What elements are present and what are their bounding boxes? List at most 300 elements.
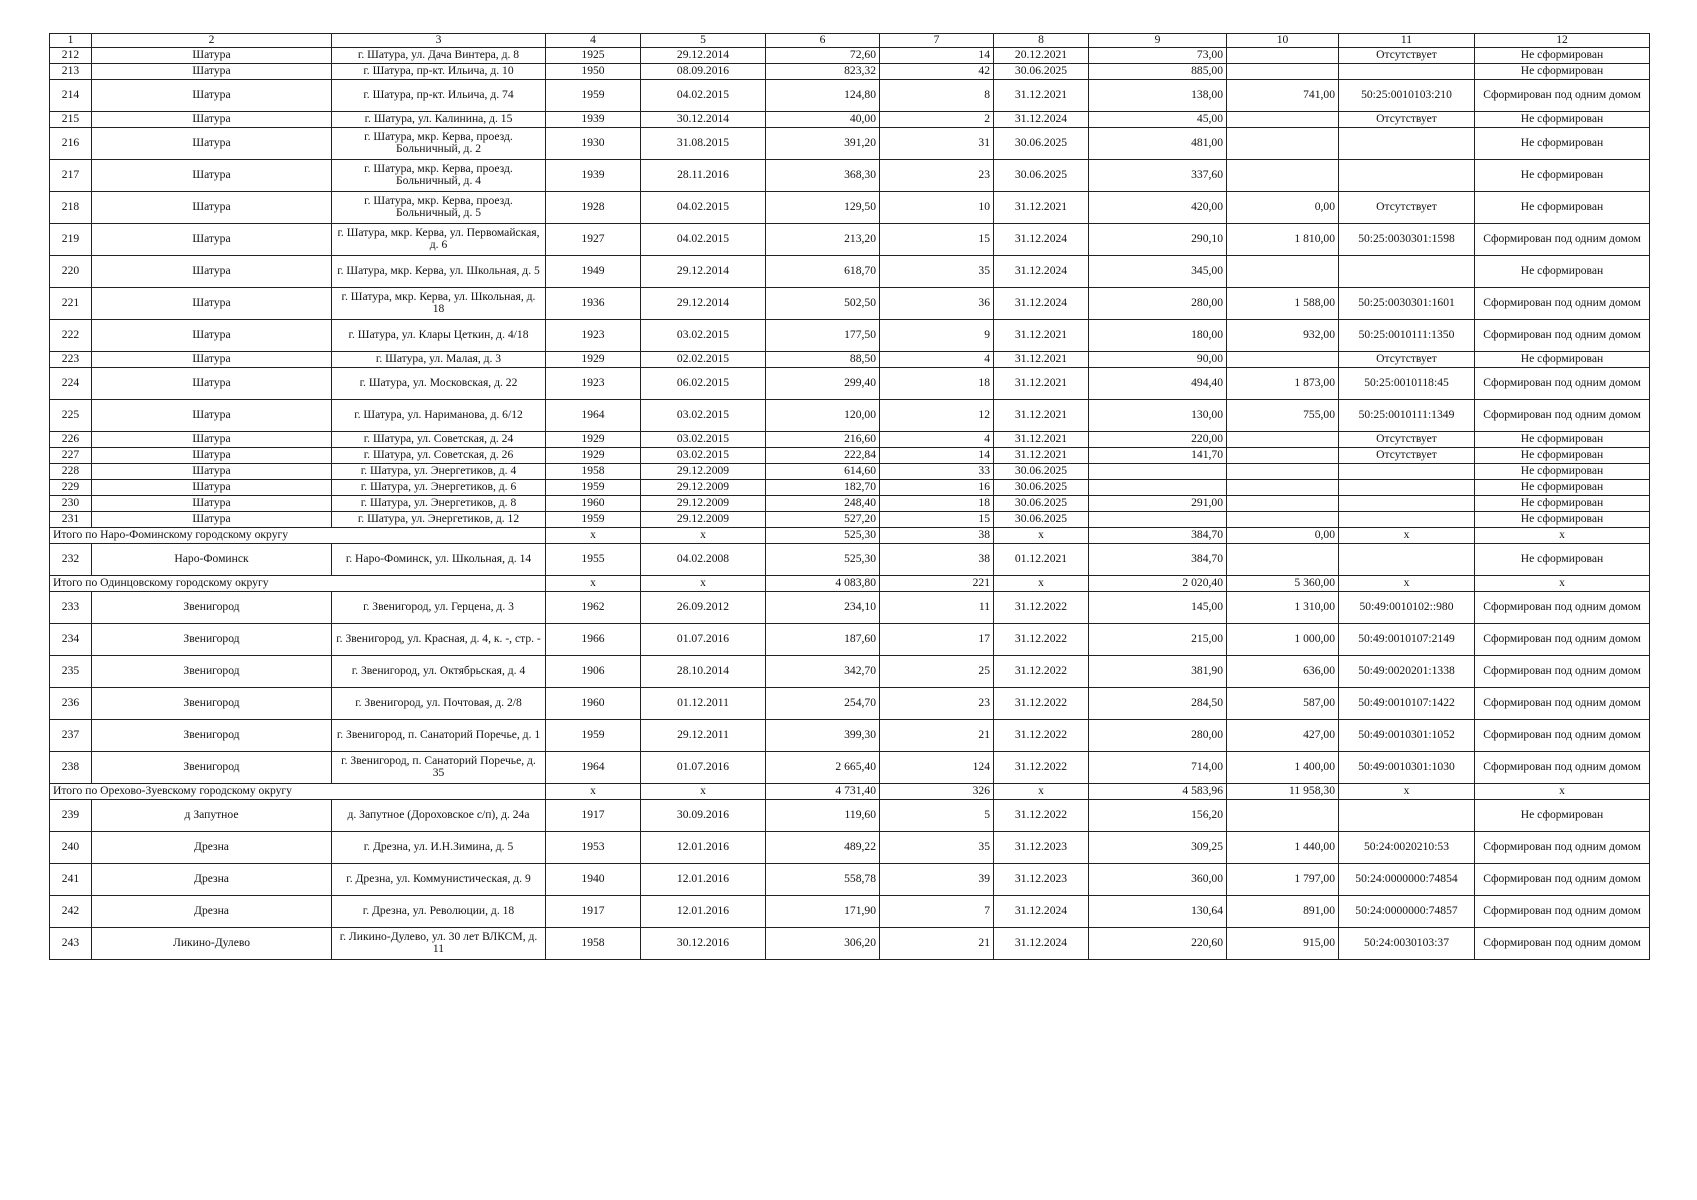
status-cell: Не сформирован bbox=[1475, 479, 1650, 495]
deadline-cell: 31.12.2022 bbox=[994, 623, 1089, 655]
table-row bbox=[50, 191, 1650, 223]
residents-cell: 124 bbox=[880, 751, 994, 783]
area-cell: 306,20 bbox=[766, 927, 880, 959]
subtotal-cell: x bbox=[546, 527, 641, 543]
subtotal-cell: x bbox=[546, 783, 641, 799]
subtotal-label: Итого по Одинцовскому городскому округу bbox=[50, 575, 546, 591]
area-cell: 119,60 bbox=[766, 799, 880, 831]
area-cell: 618,70 bbox=[766, 255, 880, 287]
cadastral-cell bbox=[1339, 63, 1475, 79]
cadastral-cell bbox=[1339, 511, 1475, 527]
address-cell: г. Шатура, пр-кт. Ильича, д. 10 bbox=[332, 63, 546, 79]
deadline-cell: 20.12.2021 bbox=[994, 47, 1089, 63]
residents-cell: 38 bbox=[880, 543, 994, 575]
subtotal-cell: x bbox=[1339, 783, 1475, 799]
area-cell: 88,50 bbox=[766, 351, 880, 367]
deadline-cell: 31.12.2022 bbox=[994, 687, 1089, 719]
value-10-cell bbox=[1227, 511, 1339, 527]
status-cell: Не сформирован bbox=[1475, 191, 1650, 223]
area-cell: 525,30 bbox=[766, 543, 880, 575]
subtotal-cell: x bbox=[994, 575, 1089, 591]
value-9-cell bbox=[1089, 463, 1227, 479]
cadastral-cell: 50:25:0010103:210 bbox=[1339, 79, 1475, 111]
status-cell: Не сформирован bbox=[1475, 463, 1650, 479]
area-cell: 124,80 bbox=[766, 79, 880, 111]
deadline-cell: 31.12.2023 bbox=[994, 831, 1089, 863]
cadastral-cell: 50:49:0020201:1338 bbox=[1339, 655, 1475, 687]
table-row bbox=[50, 223, 1650, 255]
row-number-cell: 240 bbox=[50, 831, 92, 863]
address-cell: г. Дрезна, ул. Революции, д. 18 bbox=[332, 895, 546, 927]
deadline-cell: 30.06.2025 bbox=[994, 63, 1089, 79]
deadline-cell: 30.06.2025 bbox=[994, 463, 1089, 479]
table-row bbox=[50, 431, 1650, 447]
residents-cell: 7 bbox=[880, 895, 994, 927]
subtotal-cell: 4 583,96 bbox=[1089, 783, 1227, 799]
status-cell: Не сформирован bbox=[1475, 543, 1650, 575]
address-cell: г. Звенигород, ул. Октябрьская, д. 4 bbox=[332, 655, 546, 687]
value-9-cell: 494,40 bbox=[1089, 367, 1227, 399]
status-cell: Не сформирован bbox=[1475, 431, 1650, 447]
status-cell: Не сформирован bbox=[1475, 63, 1650, 79]
cadastral-cell: 50:24:0020210:53 bbox=[1339, 831, 1475, 863]
deadline-cell: 31.12.2024 bbox=[994, 255, 1089, 287]
row-number-cell: 234 bbox=[50, 623, 92, 655]
area-cell: 502,50 bbox=[766, 287, 880, 319]
value-9-cell bbox=[1089, 479, 1227, 495]
date-cell: 03.02.2015 bbox=[641, 319, 766, 351]
locality-cell: Шатура bbox=[92, 511, 332, 527]
area-cell: 342,70 bbox=[766, 655, 880, 687]
row-number-cell: 233 bbox=[50, 591, 92, 623]
locality-cell: Шатура bbox=[92, 287, 332, 319]
row-number-cell: 218 bbox=[50, 191, 92, 223]
locality-cell: Звенигород bbox=[92, 591, 332, 623]
value-10-cell bbox=[1227, 431, 1339, 447]
area-cell: 489,22 bbox=[766, 831, 880, 863]
column-number: 2 bbox=[92, 34, 332, 48]
row-number-cell: 223 bbox=[50, 351, 92, 367]
year-cell: 1959 bbox=[546, 511, 641, 527]
table-row bbox=[50, 895, 1650, 927]
value-10-cell bbox=[1227, 159, 1339, 191]
address-cell: г. Шатура, ул. Энергетиков, д. 8 bbox=[332, 495, 546, 511]
status-cell: Сформирован под одним домом bbox=[1475, 79, 1650, 111]
cadastral-cell: Отсутствует bbox=[1339, 191, 1475, 223]
area-cell: 823,32 bbox=[766, 63, 880, 79]
table-row bbox=[50, 319, 1650, 351]
subtotal-cell: 4 083,80 bbox=[766, 575, 880, 591]
address-cell: г. Звенигород, п. Санаторий Поречье, д. 1 bbox=[332, 719, 546, 751]
address-cell: г. Шатура, ул. Клары Цеткин, д. 4/18 bbox=[332, 319, 546, 351]
address-cell: д. Запутное (Дороховское с/п), д. 24а bbox=[332, 799, 546, 831]
table-row bbox=[50, 447, 1650, 463]
area-cell: 234,10 bbox=[766, 591, 880, 623]
status-cell: Сформирован под одним домом bbox=[1475, 399, 1650, 431]
area-cell: 391,20 bbox=[766, 127, 880, 159]
locality-cell: Шатура bbox=[92, 399, 332, 431]
status-cell: Сформирован под одним домом bbox=[1475, 623, 1650, 655]
column-number: 9 bbox=[1089, 34, 1227, 48]
residents-cell: 31 bbox=[880, 127, 994, 159]
column-number: 3 bbox=[332, 34, 546, 48]
locality-cell: Звенигород bbox=[92, 687, 332, 719]
area-cell: 222,84 bbox=[766, 447, 880, 463]
date-cell: 29.12.2009 bbox=[641, 495, 766, 511]
deadline-cell: 31.12.2024 bbox=[994, 287, 1089, 319]
locality-cell: Шатура bbox=[92, 159, 332, 191]
table-body bbox=[50, 34, 1650, 960]
deadline-cell: 31.12.2024 bbox=[994, 895, 1089, 927]
year-cell: 1958 bbox=[546, 463, 641, 479]
date-cell: 29.12.2014 bbox=[641, 47, 766, 63]
locality-cell: Шатура bbox=[92, 447, 332, 463]
date-cell: 03.02.2015 bbox=[641, 431, 766, 447]
value-9-cell: 145,00 bbox=[1089, 591, 1227, 623]
residents-cell: 23 bbox=[880, 687, 994, 719]
table-row bbox=[50, 351, 1650, 367]
value-9-cell: 381,90 bbox=[1089, 655, 1227, 687]
value-9-cell: 90,00 bbox=[1089, 351, 1227, 367]
value-9-cell: 481,00 bbox=[1089, 127, 1227, 159]
residents-cell: 14 bbox=[880, 47, 994, 63]
value-10-cell: 1 400,00 bbox=[1227, 751, 1339, 783]
residents-cell: 36 bbox=[880, 287, 994, 319]
table-row bbox=[50, 127, 1650, 159]
value-9-cell bbox=[1089, 511, 1227, 527]
locality-cell: Звенигород bbox=[92, 719, 332, 751]
deadline-cell: 01.12.2021 bbox=[994, 543, 1089, 575]
year-cell: 1950 bbox=[546, 63, 641, 79]
date-cell: 29.12.2014 bbox=[641, 287, 766, 319]
area-cell: 129,50 bbox=[766, 191, 880, 223]
row-number-cell: 226 bbox=[50, 431, 92, 447]
table-row bbox=[50, 159, 1650, 191]
residents-cell: 16 bbox=[880, 479, 994, 495]
residents-cell: 25 bbox=[880, 655, 994, 687]
column-number: 11 bbox=[1339, 34, 1475, 48]
status-cell: Сформирован под одним домом bbox=[1475, 367, 1650, 399]
row-number-cell: 236 bbox=[50, 687, 92, 719]
subtotal-cell: 11 958,30 bbox=[1227, 783, 1339, 799]
subtotal-cell: 4 731,40 bbox=[766, 783, 880, 799]
subtotal-row bbox=[50, 527, 1650, 543]
table-row bbox=[50, 463, 1650, 479]
date-cell: 29.12.2011 bbox=[641, 719, 766, 751]
row-number-cell: 229 bbox=[50, 479, 92, 495]
deadline-cell: 31.12.2024 bbox=[994, 927, 1089, 959]
deadline-cell: 30.06.2025 bbox=[994, 159, 1089, 191]
value-10-cell bbox=[1227, 463, 1339, 479]
locality-cell: Звенигород bbox=[92, 655, 332, 687]
subtotal-cell: x bbox=[1475, 783, 1650, 799]
column-number: 8 bbox=[994, 34, 1089, 48]
subtotal-cell: 525,30 bbox=[766, 527, 880, 543]
value-9-cell: 215,00 bbox=[1089, 623, 1227, 655]
cadastral-cell: 50:24:0000000:74854 bbox=[1339, 863, 1475, 895]
table-row bbox=[50, 687, 1650, 719]
date-cell: 01.07.2016 bbox=[641, 751, 766, 783]
row-number-cell: 224 bbox=[50, 367, 92, 399]
value-9-cell: 309,25 bbox=[1089, 831, 1227, 863]
date-cell: 03.02.2015 bbox=[641, 447, 766, 463]
table-row bbox=[50, 399, 1650, 431]
status-cell: Не сформирован bbox=[1475, 47, 1650, 63]
subtotal-cell: x bbox=[641, 783, 766, 799]
cadastral-cell: 50:49:0010301:1052 bbox=[1339, 719, 1475, 751]
year-cell: 1923 bbox=[546, 367, 641, 399]
residents-cell: 4 bbox=[880, 351, 994, 367]
column-number-row bbox=[50, 34, 1650, 48]
value-9-cell: 130,64 bbox=[1089, 895, 1227, 927]
locality-cell: Ликино-Дулево bbox=[92, 927, 332, 959]
address-cell: г. Звенигород, ул. Красная, д. 4, к. -, стр. - bbox=[332, 623, 546, 655]
subtotal-cell: 5 360,00 bbox=[1227, 575, 1339, 591]
deadline-cell: 31.12.2021 bbox=[994, 191, 1089, 223]
year-cell: 1925 bbox=[546, 47, 641, 63]
subtotal-row bbox=[50, 575, 1650, 591]
locality-cell: Шатура bbox=[92, 79, 332, 111]
area-cell: 248,40 bbox=[766, 495, 880, 511]
address-cell: г. Шатура, ул. Дача Винтера, д. 8 bbox=[332, 47, 546, 63]
deadline-cell: 31.12.2022 bbox=[994, 591, 1089, 623]
deadline-cell: 31.12.2022 bbox=[994, 719, 1089, 751]
area-cell: 2 665,40 bbox=[766, 751, 880, 783]
subtotal-cell: 2 020,40 bbox=[1089, 575, 1227, 591]
row-number-cell: 222 bbox=[50, 319, 92, 351]
locality-cell: Дрезна bbox=[92, 831, 332, 863]
date-cell: 01.07.2016 bbox=[641, 623, 766, 655]
deadline-cell: 31.12.2023 bbox=[994, 863, 1089, 895]
cadastral-cell bbox=[1339, 495, 1475, 511]
table-row bbox=[50, 543, 1650, 575]
value-10-cell: 891,00 bbox=[1227, 895, 1339, 927]
year-cell: 1917 bbox=[546, 799, 641, 831]
year-cell: 1964 bbox=[546, 751, 641, 783]
date-cell: 29.12.2014 bbox=[641, 255, 766, 287]
row-number-cell: 232 bbox=[50, 543, 92, 575]
locality-cell: Шатура bbox=[92, 191, 332, 223]
value-9-cell: 384,70 bbox=[1089, 543, 1227, 575]
status-cell: Сформирован под одним домом bbox=[1475, 287, 1650, 319]
address-cell: г. Шатура, мкр. Керва, ул. Первомайская, д. 6 bbox=[332, 223, 546, 255]
value-9-cell: 885,00 bbox=[1089, 63, 1227, 79]
value-9-cell: 420,00 bbox=[1089, 191, 1227, 223]
year-cell: 1929 bbox=[546, 431, 641, 447]
address-cell: г. Шатура, ул. Малая, д. 3 bbox=[332, 351, 546, 367]
date-cell: 02.02.2015 bbox=[641, 351, 766, 367]
year-cell: 1928 bbox=[546, 191, 641, 223]
table-row bbox=[50, 719, 1650, 751]
locality-cell: Шатура bbox=[92, 47, 332, 63]
value-10-cell bbox=[1227, 479, 1339, 495]
year-cell: 1955 bbox=[546, 543, 641, 575]
value-10-cell: 636,00 bbox=[1227, 655, 1339, 687]
year-cell: 1964 bbox=[546, 399, 641, 431]
value-9-cell: 220,60 bbox=[1089, 927, 1227, 959]
deadline-cell: 31.12.2021 bbox=[994, 399, 1089, 431]
deadline-cell: 30.06.2025 bbox=[994, 495, 1089, 511]
date-cell: 04.02.2015 bbox=[641, 79, 766, 111]
area-cell: 182,70 bbox=[766, 479, 880, 495]
value-10-cell: 915,00 bbox=[1227, 927, 1339, 959]
value-9-cell: 345,00 bbox=[1089, 255, 1227, 287]
date-cell: 06.02.2015 bbox=[641, 367, 766, 399]
table-row bbox=[50, 831, 1650, 863]
column-number: 12 bbox=[1475, 34, 1650, 48]
year-cell: 1939 bbox=[546, 111, 641, 127]
value-10-cell bbox=[1227, 495, 1339, 511]
year-cell: 1959 bbox=[546, 719, 641, 751]
status-cell: Сформирован под одним домом bbox=[1475, 719, 1650, 751]
row-number-cell: 213 bbox=[50, 63, 92, 79]
address-cell: г. Звенигород, ул. Герцена, д. 3 bbox=[332, 591, 546, 623]
residents-cell: 18 bbox=[880, 367, 994, 399]
deadline-cell: 31.12.2022 bbox=[994, 751, 1089, 783]
residents-cell: 15 bbox=[880, 223, 994, 255]
residents-cell: 23 bbox=[880, 159, 994, 191]
row-number-cell: 214 bbox=[50, 79, 92, 111]
table-row bbox=[50, 79, 1650, 111]
value-9-cell: 280,00 bbox=[1089, 287, 1227, 319]
row-number-cell: 243 bbox=[50, 927, 92, 959]
subtotal-cell: x bbox=[994, 783, 1089, 799]
table-row bbox=[50, 751, 1650, 783]
date-cell: 04.02.2015 bbox=[641, 223, 766, 255]
area-cell: 213,20 bbox=[766, 223, 880, 255]
value-9-cell: 130,00 bbox=[1089, 399, 1227, 431]
value-9-cell: 45,00 bbox=[1089, 111, 1227, 127]
residents-cell: 17 bbox=[880, 623, 994, 655]
date-cell: 30.09.2016 bbox=[641, 799, 766, 831]
value-10-cell: 1 310,00 bbox=[1227, 591, 1339, 623]
year-cell: 1958 bbox=[546, 927, 641, 959]
value-10-cell: 1 440,00 bbox=[1227, 831, 1339, 863]
locality-cell: д Запутное bbox=[92, 799, 332, 831]
column-number: 7 bbox=[880, 34, 994, 48]
status-cell: Не сформирован bbox=[1475, 799, 1650, 831]
value-10-cell: 1 873,00 bbox=[1227, 367, 1339, 399]
value-10-cell bbox=[1227, 799, 1339, 831]
value-9-cell: 138,00 bbox=[1089, 79, 1227, 111]
address-cell: г. Шатура, мкр. Керва, проезд. Больничный, д. 4 bbox=[332, 159, 546, 191]
cadastral-cell bbox=[1339, 255, 1475, 287]
area-cell: 177,50 bbox=[766, 319, 880, 351]
value-9-cell: 180,00 bbox=[1089, 319, 1227, 351]
date-cell: 28.10.2014 bbox=[641, 655, 766, 687]
deadline-cell: 31.12.2021 bbox=[994, 431, 1089, 447]
year-cell: 1927 bbox=[546, 223, 641, 255]
area-cell: 171,90 bbox=[766, 895, 880, 927]
status-cell: Не сформирован bbox=[1475, 127, 1650, 159]
subtotal-cell: 384,70 bbox=[1089, 527, 1227, 543]
row-number-cell: 237 bbox=[50, 719, 92, 751]
cadastral-cell: 50:24:0000000:74857 bbox=[1339, 895, 1475, 927]
address-cell: г. Шатура, мкр. Керва, ул. Школьная, д. 18 bbox=[332, 287, 546, 319]
area-cell: 614,60 bbox=[766, 463, 880, 479]
cadastral-cell: 50:49:0010107:2149 bbox=[1339, 623, 1475, 655]
address-cell: г. Шатура, ул. Московская, д. 22 bbox=[332, 367, 546, 399]
year-cell: 1917 bbox=[546, 895, 641, 927]
locality-cell: Шатура bbox=[92, 495, 332, 511]
address-cell: г. Шатура, мкр. Керва, проезд. Больничный, д. 2 bbox=[332, 127, 546, 159]
cadastral-cell: Отсутствует bbox=[1339, 47, 1475, 63]
status-cell: Не сформирован bbox=[1475, 255, 1650, 287]
address-cell: г. Шатура, ул. Энергетиков, д. 12 bbox=[332, 511, 546, 527]
date-cell: 08.09.2016 bbox=[641, 63, 766, 79]
area-cell: 187,60 bbox=[766, 623, 880, 655]
residents-cell: 42 bbox=[880, 63, 994, 79]
column-number: 1 bbox=[50, 34, 92, 48]
locality-cell: Шатура bbox=[92, 127, 332, 159]
area-cell: 216,60 bbox=[766, 431, 880, 447]
status-cell: Сформирован под одним домом bbox=[1475, 591, 1650, 623]
column-number: 4 bbox=[546, 34, 641, 48]
subtotal-cell: x bbox=[994, 527, 1089, 543]
deadline-cell: 31.12.2021 bbox=[994, 351, 1089, 367]
value-9-cell: 73,00 bbox=[1089, 47, 1227, 63]
locality-cell: Шатура bbox=[92, 223, 332, 255]
subtotal-cell: x bbox=[1475, 527, 1650, 543]
value-10-cell bbox=[1227, 47, 1339, 63]
residents-cell: 9 bbox=[880, 319, 994, 351]
cadastral-cell: 50:25:0010111:1350 bbox=[1339, 319, 1475, 351]
residents-cell: 8 bbox=[880, 79, 994, 111]
residents-cell: 33 bbox=[880, 463, 994, 479]
date-cell: 01.12.2011 bbox=[641, 687, 766, 719]
row-number-cell: 242 bbox=[50, 895, 92, 927]
subtotal-cell: 0,00 bbox=[1227, 527, 1339, 543]
column-number: 6 bbox=[766, 34, 880, 48]
residents-cell: 5 bbox=[880, 799, 994, 831]
cadastral-cell: 50:49:0010102::980 bbox=[1339, 591, 1475, 623]
cadastral-cell bbox=[1339, 159, 1475, 191]
value-10-cell: 755,00 bbox=[1227, 399, 1339, 431]
address-cell: г. Ликино-Дулево, ул. 30 лет ВЛКСМ, д. 11 bbox=[332, 927, 546, 959]
table-row bbox=[50, 623, 1650, 655]
row-number-cell: 230 bbox=[50, 495, 92, 511]
year-cell: 1929 bbox=[546, 447, 641, 463]
row-number-cell: 241 bbox=[50, 863, 92, 895]
row-number-cell: 225 bbox=[50, 399, 92, 431]
row-number-cell: 215 bbox=[50, 111, 92, 127]
date-cell: 04.02.2008 bbox=[641, 543, 766, 575]
area-cell: 558,78 bbox=[766, 863, 880, 895]
cadastral-cell: Отсутствует bbox=[1339, 111, 1475, 127]
cadastral-cell: Отсутствует bbox=[1339, 351, 1475, 367]
locality-cell: Дрезна bbox=[92, 895, 332, 927]
deadline-cell: 30.06.2025 bbox=[994, 511, 1089, 527]
cadastral-cell bbox=[1339, 479, 1475, 495]
date-cell: 29.12.2009 bbox=[641, 463, 766, 479]
status-cell: Не сформирован bbox=[1475, 111, 1650, 127]
area-cell: 368,30 bbox=[766, 159, 880, 191]
locality-cell: Наро-Фоминск bbox=[92, 543, 332, 575]
column-number: 5 bbox=[641, 34, 766, 48]
value-10-cell bbox=[1227, 255, 1339, 287]
locality-cell: Шатура bbox=[92, 63, 332, 79]
year-cell: 1923 bbox=[546, 319, 641, 351]
locality-cell: Шатура bbox=[92, 111, 332, 127]
address-cell: г. Шатура, ул. Нариманова, д. 6/12 bbox=[332, 399, 546, 431]
table-row bbox=[50, 655, 1650, 687]
residents-cell: 11 bbox=[880, 591, 994, 623]
date-cell: 28.11.2016 bbox=[641, 159, 766, 191]
cadastral-cell: 50:25:0010111:1349 bbox=[1339, 399, 1475, 431]
value-9-cell: 156,20 bbox=[1089, 799, 1227, 831]
value-10-cell: 1 588,00 bbox=[1227, 287, 1339, 319]
locality-cell: Звенигород bbox=[92, 623, 332, 655]
